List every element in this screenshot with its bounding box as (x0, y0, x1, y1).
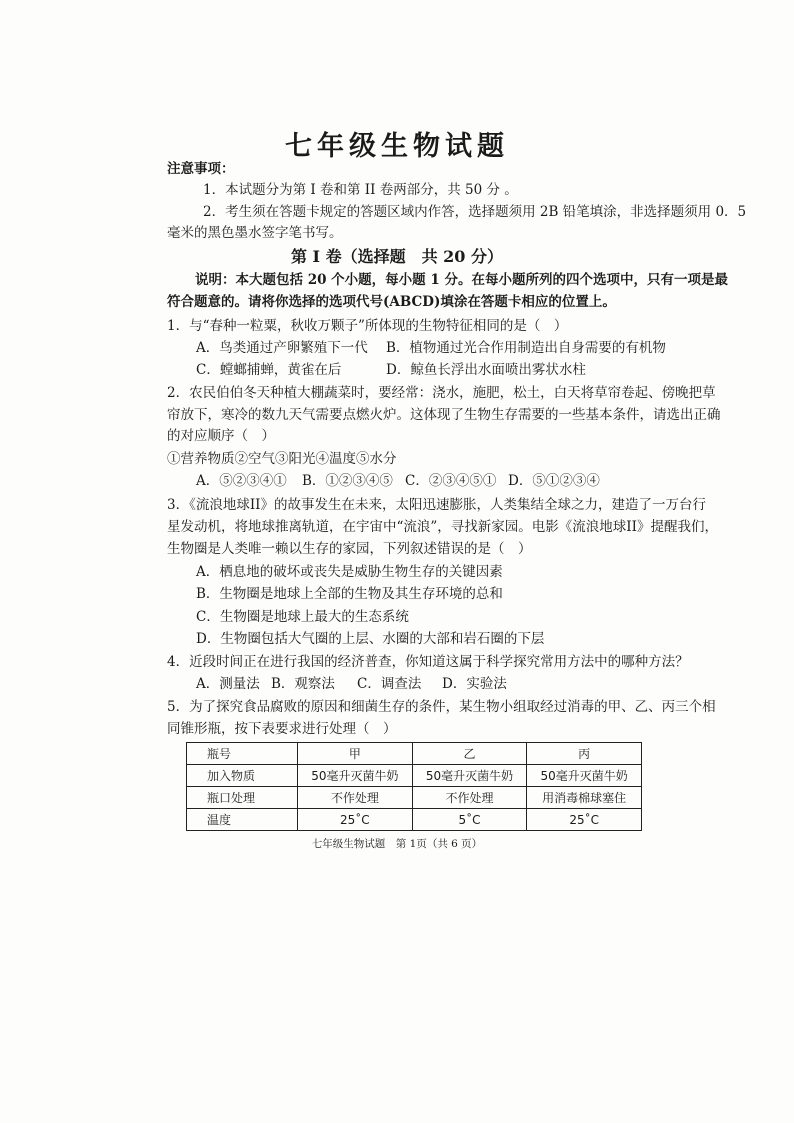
q1-option-a: A．鸟类通过产卵繁殖下一代 (196, 340, 368, 356)
table-header-row (187, 743, 642, 765)
q5-stem-1: 5．为了探究食品腐败的原因和细菌生存的条件，某生物小组取经过消毒的甲、乙、丙三个相 (167, 699, 716, 715)
table-cell: 50毫升灭菌牛奶 (298, 765, 413, 787)
table-row (187, 809, 642, 831)
q1-stem: 1．与“春种一粒粟，秋收万颗子”所体现的生物特征相同的是（ ） (167, 318, 568, 334)
q4-option-a: A．测量法 (196, 676, 260, 692)
section-desc-2: 符合题意的。请将你选择的选项代号(ABCD)填涂在答题卡相应的位置上。 (167, 294, 616, 310)
q2-stem-1: 2．农民伯伯冬天种植大棚蔬菜时，要经常：浇水，施肥，松土，白天将草帘卷起、傍晚把草 (167, 385, 716, 401)
section-title: 第 I 卷（选择题 共 20 分） (290, 247, 504, 266)
q2-items: ①营养物质②空气③阳光④温度⑤水分 (167, 451, 397, 467)
notes-item-2b: 毫米的黑色墨水签字笔书写。 (167, 225, 343, 241)
q4-option-b: B．观察法 (271, 676, 335, 692)
table-cell: 不作处理 (412, 787, 527, 809)
table-header-cell: 瓶号 (187, 743, 298, 765)
section-desc-1: 说明：本大题包括 20 个小题，每小题 1 分。在每小题所列的四个选项中，只有一项是最 (195, 272, 728, 288)
page-footer: 七年级生物试题 第 1页（共 6 页） (311, 838, 483, 850)
q2-option-d: D．⑤①②③④ (508, 473, 600, 489)
q4-option-d: D．实验法 (442, 676, 507, 692)
experiment-table (186, 742, 642, 831)
table-row-label: 温度 (187, 809, 298, 831)
table-cell: 50毫升灭菌牛奶 (527, 765, 642, 787)
q1-option-c: C．螳螂捕蝉，黄雀在后 (196, 362, 342, 378)
page-title: 七年级生物试题 (285, 131, 509, 162)
q3-option-a: A．栖息地的破坏或丧失是威胁生物生存的关键因素 (196, 564, 503, 580)
q2-option-c: C．②③④⑤① (405, 473, 497, 489)
table-header-cell: 甲 (298, 743, 413, 765)
q3-option-c: C．生物圈是地球上最大的生态系统 (196, 609, 409, 625)
table-row (187, 765, 642, 787)
q5-stem-2: 同锥形瓶，按下表要求进行处理（ ） (167, 721, 397, 737)
q3-stem-2: 星发动机，将地球推离轨道，在宇宙中“流浪”，寻找新家园。电影《流浪地球II》提醒我们， (167, 519, 718, 535)
table-cell: 5˚C (412, 809, 527, 831)
table-row (187, 787, 642, 809)
notes-heading: 注意事项： (167, 161, 235, 177)
q4-stem: 4．近段时间正在进行我国的经济普查，你知道这属于科学探究常用方法中的哪种方法？ (167, 654, 689, 670)
table-header-cell: 丙 (527, 743, 642, 765)
q4-option-c: C．调查法 (357, 676, 422, 692)
q2-option-a: A．⑤②③④① (196, 473, 287, 489)
q3-stem-3: 生物圈是人类唯一赖以生存的家园，下列叙述错误的是（ ） (167, 541, 532, 557)
notes-item-1: 1．本试题分为第 I 卷和第 II 卷两部分，共 50 分 。 (203, 182, 518, 198)
table-cell: 25˚C (298, 809, 413, 831)
q1-option-b: B．植物通过光合作用制造出自身需要的有机物 (386, 340, 666, 356)
q1-option-d: D．鲸鱼长浮出水面喷出雾状水柱 (386, 362, 586, 378)
q2-stem-3: 的对应顺序（ ） (167, 428, 275, 444)
table-row-label: 加入物质 (187, 765, 298, 787)
q3-option-d: D．生物圈包括大气圈的上层、水圈的大部和岩石圈的下层 (196, 631, 545, 647)
q3-stem-1: 3．《流浪地球II》的故事发生在未来，太阳迅速膨胀，人类集结全球之力，建造了一万台行 (167, 497, 707, 513)
table-cell: 25˚C (527, 809, 642, 831)
table-cell: 用消毒棉球塞住 (527, 787, 642, 809)
q2-stem-2: 帘放下，寒冷的数九天气需要点燃火炉。这体现了生物生存需要的一些基本条件，请选出正确 (167, 407, 721, 423)
table-header-cell: 乙 (412, 743, 527, 765)
table-cell: 不作处理 (298, 787, 413, 809)
table-row-label: 瓶口处理 (187, 787, 298, 809)
q2-option-b: B．①②③④⑤ (302, 473, 393, 489)
table-cell: 50毫升灭菌牛奶 (412, 765, 527, 787)
q3-option-b: B．生物圈是地球上全部的生物及其生存环境的总和 (196, 586, 503, 602)
notes-item-2a: 2．考生须在答题卡规定的答题区域内作答，选择题须用 2B 铅笔填涂，非选择题须用 0．5 (203, 204, 747, 220)
